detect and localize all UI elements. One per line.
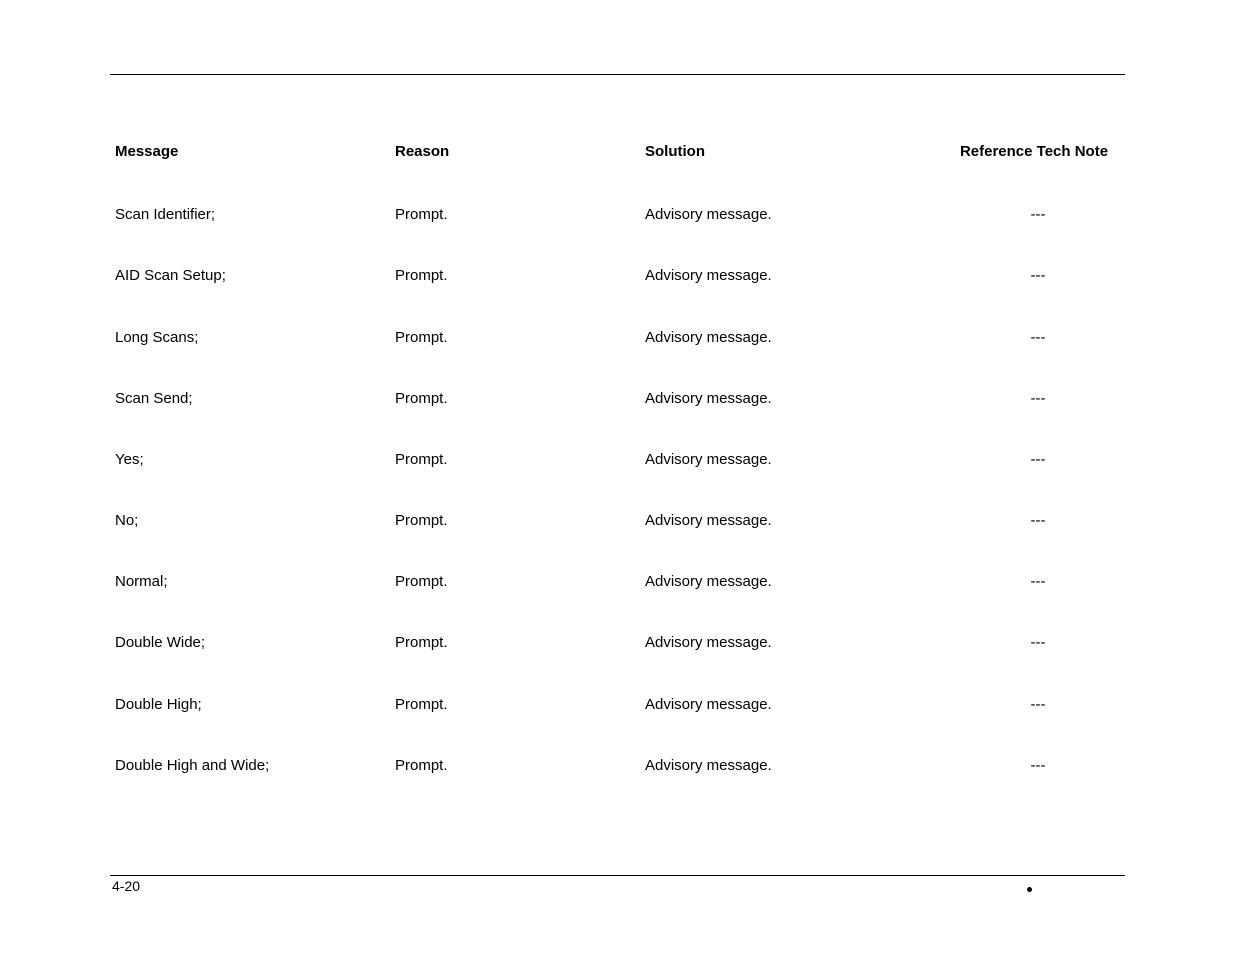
- reference-cell: ---: [1030, 512, 1046, 529]
- message-cell: No;: [115, 512, 139, 529]
- column-header-reason: Reason: [395, 143, 450, 160]
- column-header-message: Message: [115, 143, 179, 160]
- solution-cell: Advisory message.: [645, 634, 772, 651]
- message-cell: Double Wide;: [115, 634, 206, 651]
- reference-cell: ---: [1030, 696, 1046, 713]
- reference-cell: ---: [1030, 390, 1046, 407]
- message-cell: Double High;: [115, 696, 202, 713]
- footer-rule: [110, 875, 1125, 876]
- table-row: [0, 756, 1235, 776]
- message-cell: Scan Send;: [115, 390, 193, 407]
- reason-cell: Prompt.: [395, 573, 448, 590]
- bullet-icon: [1027, 887, 1032, 892]
- table-row: [0, 695, 1235, 715]
- reason-cell: Prompt.: [395, 451, 448, 468]
- message-cell: Double High and Wide;: [115, 757, 270, 774]
- solution-cell: Advisory message.: [645, 451, 772, 468]
- table-header-row: [0, 142, 1235, 162]
- column-header-solution: Solution: [645, 143, 705, 160]
- table-row: [0, 328, 1235, 348]
- solution-cell: Advisory message.: [645, 512, 772, 529]
- table-row: [0, 389, 1235, 409]
- solution-cell: Advisory message.: [645, 390, 772, 407]
- reference-cell: ---: [1030, 757, 1046, 774]
- page-number: 4-20: [112, 878, 141, 894]
- message-cell: AID Scan Setup;: [115, 267, 226, 284]
- table-row: [0, 633, 1235, 653]
- reference-cell: ---: [1030, 329, 1046, 346]
- message-cell: Yes;: [115, 451, 144, 468]
- message-cell: Long Scans;: [115, 329, 199, 346]
- reason-cell: Prompt.: [395, 757, 448, 774]
- reference-cell: ---: [1030, 573, 1046, 590]
- solution-cell: Advisory message.: [645, 329, 772, 346]
- reason-cell: Prompt.: [395, 696, 448, 713]
- reference-cell: ---: [1030, 634, 1046, 651]
- reference-cell: ---: [1030, 267, 1046, 284]
- reason-cell: Prompt.: [395, 329, 448, 346]
- reason-cell: Prompt.: [395, 512, 448, 529]
- reason-cell: Prompt.: [395, 206, 448, 223]
- column-header-reference: Reference Tech Note: [959, 143, 1109, 160]
- reason-cell: Prompt.: [395, 634, 448, 651]
- reason-cell: Prompt.: [395, 390, 448, 407]
- message-cell: Normal;: [115, 573, 168, 590]
- reference-cell: ---: [1030, 451, 1046, 468]
- reference-cell: ---: [1030, 206, 1046, 223]
- reason-cell: Prompt.: [395, 267, 448, 284]
- message-cell: Scan Identifier;: [115, 206, 216, 223]
- table-row: [0, 511, 1235, 531]
- table-row: [0, 572, 1235, 592]
- table-row: [0, 205, 1235, 225]
- table-row: [0, 450, 1235, 470]
- solution-cell: Advisory message.: [645, 757, 772, 774]
- solution-cell: Advisory message.: [645, 573, 772, 590]
- table-row: [0, 266, 1235, 286]
- solution-cell: Advisory message.: [645, 696, 772, 713]
- solution-cell: Advisory message.: [645, 206, 772, 223]
- solution-cell: Advisory message.: [645, 267, 772, 284]
